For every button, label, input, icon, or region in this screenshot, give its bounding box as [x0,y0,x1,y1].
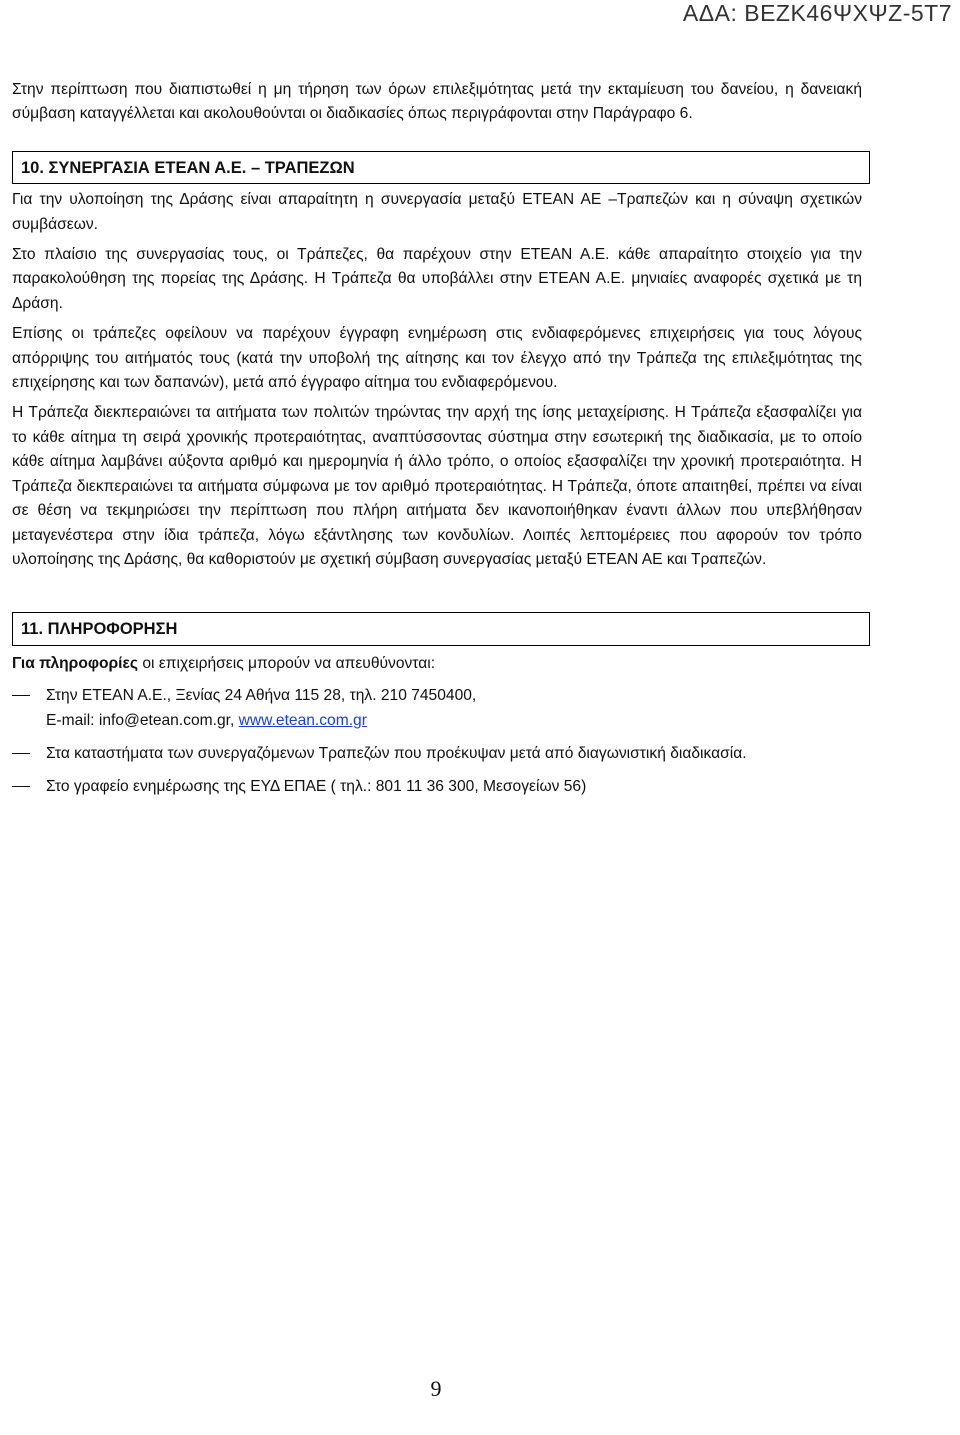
ada-code: ΑΔΑ: ΒΕΖΚ46ΨΧΨΖ-5Τ7 [682,0,952,26]
section-11-lead-bold: Για πληροφορίες [12,654,139,672]
list-item [12,684,862,733]
dash-bullet-icon [12,786,30,787]
section-10-paragraph-1: Για την υλοποίηση της Δράσης είναι απαραίτητη η συνεργασία μεταξύ ΕΤΕΑΝ ΑΕ –Τραπεζών και η σύναψη σχετικών συμβάσεων. [12,191,862,233]
list-item-banks: Στα καταστήματα των συνεργαζόμενων Τραπεζών που προέκυψαν μετά από διαγωνιστική διαδικασία. [46,744,747,762]
list-item-eyd-office: Στο γραφείο ενημέρωσης της ΕΥΔ ΕΠΑΕ ( τηλ.: 801 11 36 300, Μεσογείων 56) [46,778,587,796]
list-item [12,775,862,799]
contact-list [12,684,862,800]
list-item-etean-address: Στην ΕΤΕΑΝ Α.Ε., Ξενίας 24 Αθήνα 115 28, τηλ. 210 7450400, [46,687,477,705]
section-10-paragraph-2: Στο πλαίσιο της συνεργασίας τους, οι Τράπεζες, θα παρέχουν στην ΕΤΕΑΝ Α.Ε. κάθε απαραίτητο στοιχείο για την παρακολούθηση της πορείας της Δράσης. Η Τράπεζα θα υποβάλλει στην ΕΤΕΑΝ Α.Ε. μηνιαίες αναφορές σχετικά με τη Δράση. [12,246,862,312]
section-11-lead-rest: οι επιχειρήσεις μπορούν να απευθύνονται: [138,654,436,672]
section-11-lead [12,652,862,676]
section-10-heading-number: 10. ΣΥΝΕΡΓΑΣΙΑ ΕΤΕΑΝ Α.Ε. [21,158,247,177]
etean-website-link[interactable]: www.etean.com.gr [238,711,367,729]
section-10-paragraph-4: Η Τράπεζα διεκπεραιώνει τα αιτήματα των πολιτών τηρώντας την αρχή της ίσης μεταχείρισης. Η Τράπεζα εξασφαλίζει για το κάθε αίτημα τη σειρά χρονικής προτεραιότητας, αναπτύσσοντας σύστημα στην εσωτερική της διαδικασία, με το οποίο κάθε αίτημα λαμβάνει αύξοντα αριθμό και ημερομηνία ή άλλο τρόπο, ο οποίος εξασφαλίζει την χρονική προτεραιότητα. Η Τράπεζα διεκπεραιώνει τα αιτήματα σύμφωνα με τον αριθμό προτεραιότητας. Η Τράπεζα, όποτε απαιτηθεί, πρέπει να είναι σε θέση να τεκμηριώσει την περίπτωση που πλήρη αιτήματα δεν ικανοποιήθηκαν έναντι άλλων που υπεβλήθησαν μεταγενέστερα στην ίδια τράπεζα, λόγω εξάντλησης των κονδυλίων. Λοιπές λεπτομέρειες που αφορούν τον τρόπο υλοποίησης της Δράσης, θα καθοριστούν με σχετική σύμβαση συνεργασίας μεταξύ ΕΤΕΑΝ ΑΕ και Τραπεζών. [12,404,862,568]
section-10-heading-rest: – ΤΡΑΠΕΖΩΝ [246,158,355,177]
section-11-heading: 11. ΠΛΗΡΟΦΟΡΗΣΗ [12,612,870,645]
document-body [12,78,862,800]
list-item-etean-email: E-mail: info@etean.com.gr, [46,711,239,729]
page-number: 9 [430,1376,442,1401]
section-10-heading [12,151,870,184]
dash-bullet-icon [12,695,30,696]
intro-paragraph: Στην περίπτωση που διαπιστωθεί η μη τήρηση των όρων επιλεξιμότητας μετά την εκταμίευση του δανείου, η δανειακή σύμβαση καταγγέλλεται και ακολουθούνται οι διαδικασίες όπως περιγράφονται στην Παράγραφο 6. [12,81,862,123]
dash-bullet-icon [12,753,30,754]
list-item [12,742,862,766]
section-10-paragraph-3: Επίσης οι τράπεζες οφείλουν να παρέχουν έγγραφη ενημέρωση στις ενδιαφερόμενες επιχειρήσεις για τους λόγους απόρριψης του αιτήματός τους (κατά την υποβολή της αίτησης και τον έλεγχο από την Τράπεζα της επιλεξιμότητας της επιχείρησης και των δαπανών), μετά από έγγραφο αίτημα του ενδιαφερόμενου. [12,325,862,392]
